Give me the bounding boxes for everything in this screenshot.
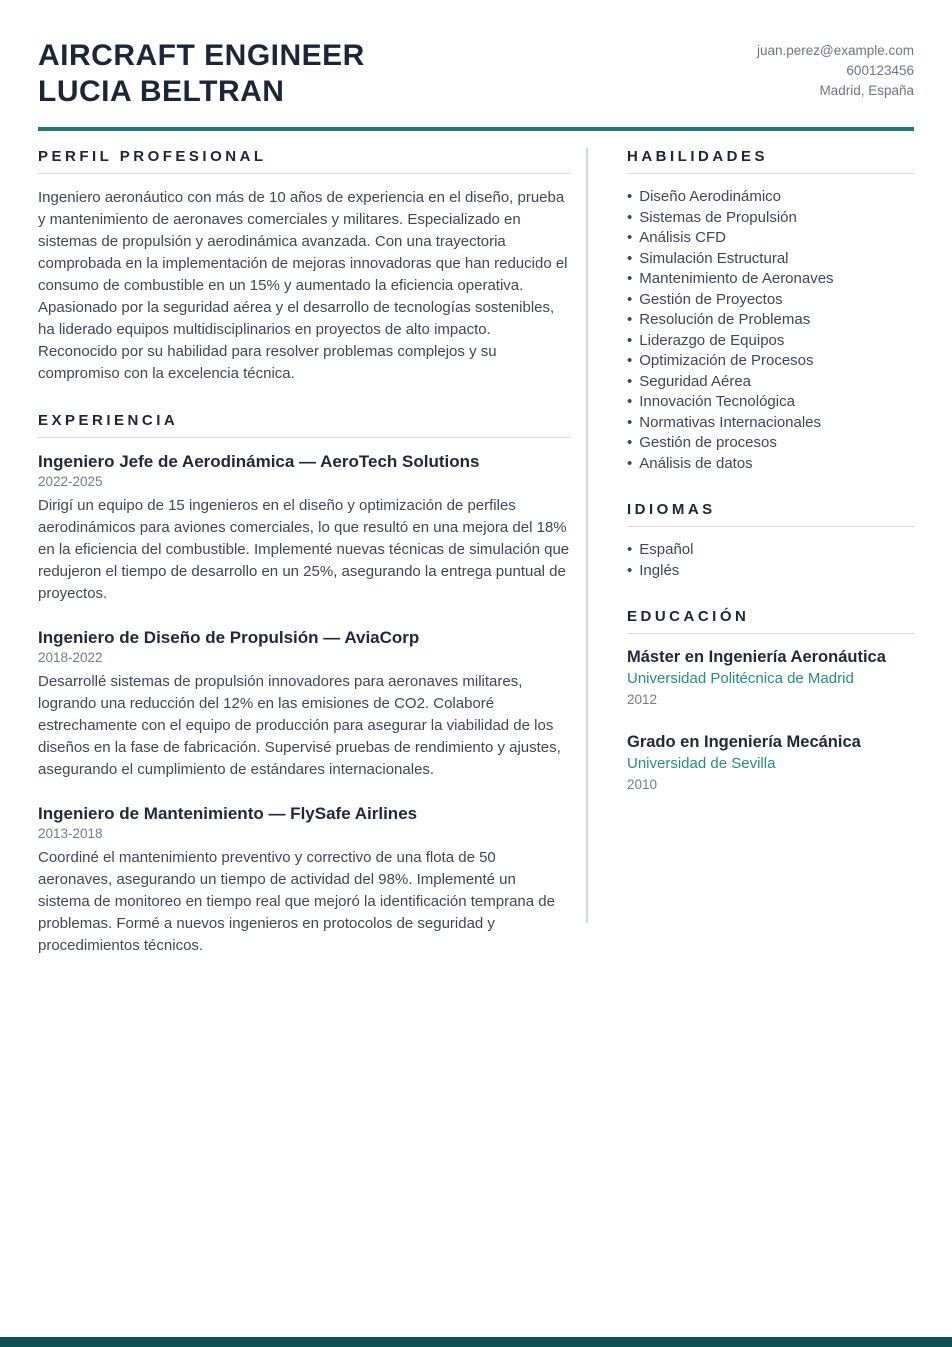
- languages-section: [627, 501, 914, 581]
- bullet-glyph: •: [627, 188, 633, 205]
- skills-section: [627, 148, 914, 474]
- education-entry: [627, 647, 914, 709]
- main-content: [38, 148, 914, 984]
- job-dates: 2013-2018: [38, 826, 103, 841]
- skill-item: • Mantenimiento de Aeronaves: [627, 270, 834, 287]
- title-line-name: LUCIA BELTRAN: [38, 75, 285, 108]
- job-title: Ingeniero Jefe de Aerodinámica — AeroTech Solutions: [38, 452, 480, 471]
- education-section-heading: EDUCACIÓN: [627, 608, 914, 634]
- bullet-glyph: •: [627, 311, 633, 328]
- education-entry: [627, 732, 914, 794]
- skill-item: • Normativas Internacionales: [627, 413, 822, 431]
- bullet-glyph: •: [627, 331, 633, 349]
- page-title: [38, 38, 365, 110]
- school-name: Universidad Politécnica de Madrid: [627, 670, 854, 687]
- title-line-role: AIRCRAFT ENGINEER: [38, 39, 365, 72]
- bullet-glyph: •: [627, 413, 633, 431]
- skill-item: • Liderazgo de Equipos: [627, 331, 785, 349]
- skill-item: • Sistemas de Propulsión: [627, 208, 797, 226]
- bullet-glyph: •: [627, 393, 633, 410]
- skill-item: • Optimización de Procesos: [627, 352, 814, 369]
- footer-accent-bar: [0, 1337, 952, 1347]
- header: [38, 38, 914, 110]
- skill-item: • Gestión de procesos: [627, 434, 777, 451]
- bullet-glyph: •: [627, 229, 633, 246]
- job-entry: [38, 627, 571, 781]
- language-item: • Inglés: [627, 561, 680, 579]
- profile-section-heading: PERFIL PROFESIONAL: [38, 148, 571, 174]
- job-description: Dirigí un equipo de 15 ingenieros en el diseño y optimización de perfiles aerodinámicos para aviones comerciales, lo que resultó en una mejora del 18% en la eficiencia del combustible. Implementé nuevas técnicas de simulación que redujeron el tiempo de desarrollo en un 25%, asegurando la entrega puntual de proyectos.: [38, 497, 570, 602]
- left-column: [38, 148, 571, 984]
- job-entry: [38, 803, 571, 957]
- degree-title: Grado en Ingeniería Mecánica: [627, 733, 861, 751]
- job-description: Desarrollé sistemas de propulsión innovadores para aeronaves militares, logrando una reducción del 12% en las emisiones de CO2. Colaboré estrechamente con el equipo de producción para asegurar la viabilidad de los diseños en la fase de fabricación. Supervisé pruebas de rendimiento y ajustes, asegurando el cumplimiento de estándares internacionales.: [38, 673, 561, 778]
- bullet-glyph: •: [627, 352, 633, 369]
- profile-section: [38, 148, 571, 385]
- job-title: Ingeniero de Mantenimiento — FlySafe Airlines: [38, 804, 418, 823]
- languages-list: [627, 540, 914, 581]
- bullet-glyph: •: [627, 454, 633, 472]
- job-title: Ingeniero de Diseño de Propulsión — AviaCorp: [38, 628, 420, 647]
- contact-location: Madrid, España: [819, 83, 914, 98]
- skills-section-heading: HABILIDADES: [627, 148, 914, 174]
- job-dates: 2022-2025: [38, 474, 103, 489]
- contact-phone: 600123456: [846, 63, 914, 78]
- accent-rule: [38, 127, 914, 131]
- skill-item: • Diseño Aerodinámico: [627, 188, 782, 205]
- graduation-year: 2012: [627, 692, 658, 707]
- job-description: Coordiné el mantenimiento preventivo y correctivo de una flota de 50 aeronaves, asegurando un tiempo de actividad del 98%. Implementé un sistema de monitoreo en tiempo real que mejoró la identificación temprana de problemas. Formé a nuevos ingenieros en protocolos de seguridad y procedimientos técnicos.: [38, 849, 555, 954]
- skill-item: • Gestión de Proyectos: [627, 290, 783, 308]
- job-entry: [38, 451, 571, 605]
- skill-item: • Innovación Tecnológica: [627, 393, 795, 410]
- skill-item: • Análisis CFD: [627, 229, 726, 246]
- bullet-glyph: •: [627, 290, 633, 308]
- skill-item: • Resolución de Problemas: [627, 311, 811, 328]
- job-dates: 2018-2022: [38, 650, 103, 665]
- bullet-glyph: •: [627, 270, 633, 287]
- contact-email: juan.perez@example.com: [756, 43, 914, 58]
- skills-list: [627, 187, 914, 474]
- language-item: • Español: [627, 541, 694, 558]
- right-column: [588, 148, 914, 984]
- bullet-glyph: •: [627, 249, 633, 267]
- contact-block: [757, 38, 914, 101]
- education-section: [627, 608, 914, 794]
- degree-title: Máster en Ingeniería Aeronáutica: [627, 648, 886, 666]
- languages-section-heading: IDIOMAS: [627, 501, 914, 527]
- skill-item: • Simulación Estructural: [627, 249, 789, 267]
- bullet-glyph: •: [627, 208, 633, 226]
- profile-text: Ingeniero aeronáutico con más de 10 años de experiencia en el diseño, prueba y mantenimiento de aeronaves comerciales y militares. Especializado en sistemas de propulsión y aerodinámica avanzada. Con una trayectoria comprobada en la implementación de mejoras innovadoras que han reducido el consumo de combustible en un 15% y aumentado la eficiencia operativa. Apasionado por la seguridad aérea y el desarrollo de tecnologías sostenibles, ha liderado equipos multidisciplinarios en proyectos de alto impacto. Reconocido por su habilidad para resolver problemas complejos y su compromiso con la excelencia técnica.: [38, 189, 568, 382]
- graduation-year: 2010: [627, 777, 658, 792]
- skill-item: • Análisis de datos: [627, 454, 753, 472]
- bullet-glyph: •: [627, 434, 633, 451]
- experience-section: [38, 412, 571, 957]
- bullet-glyph: •: [627, 372, 633, 390]
- school-name: Universidad de Sevilla: [627, 755, 776, 772]
- experience-section-heading: EXPERIENCIA: [38, 412, 571, 438]
- bullet-glyph: •: [627, 541, 633, 558]
- bullet-glyph: •: [627, 561, 633, 579]
- skill-item: • Seguridad Aérea: [627, 372, 752, 390]
